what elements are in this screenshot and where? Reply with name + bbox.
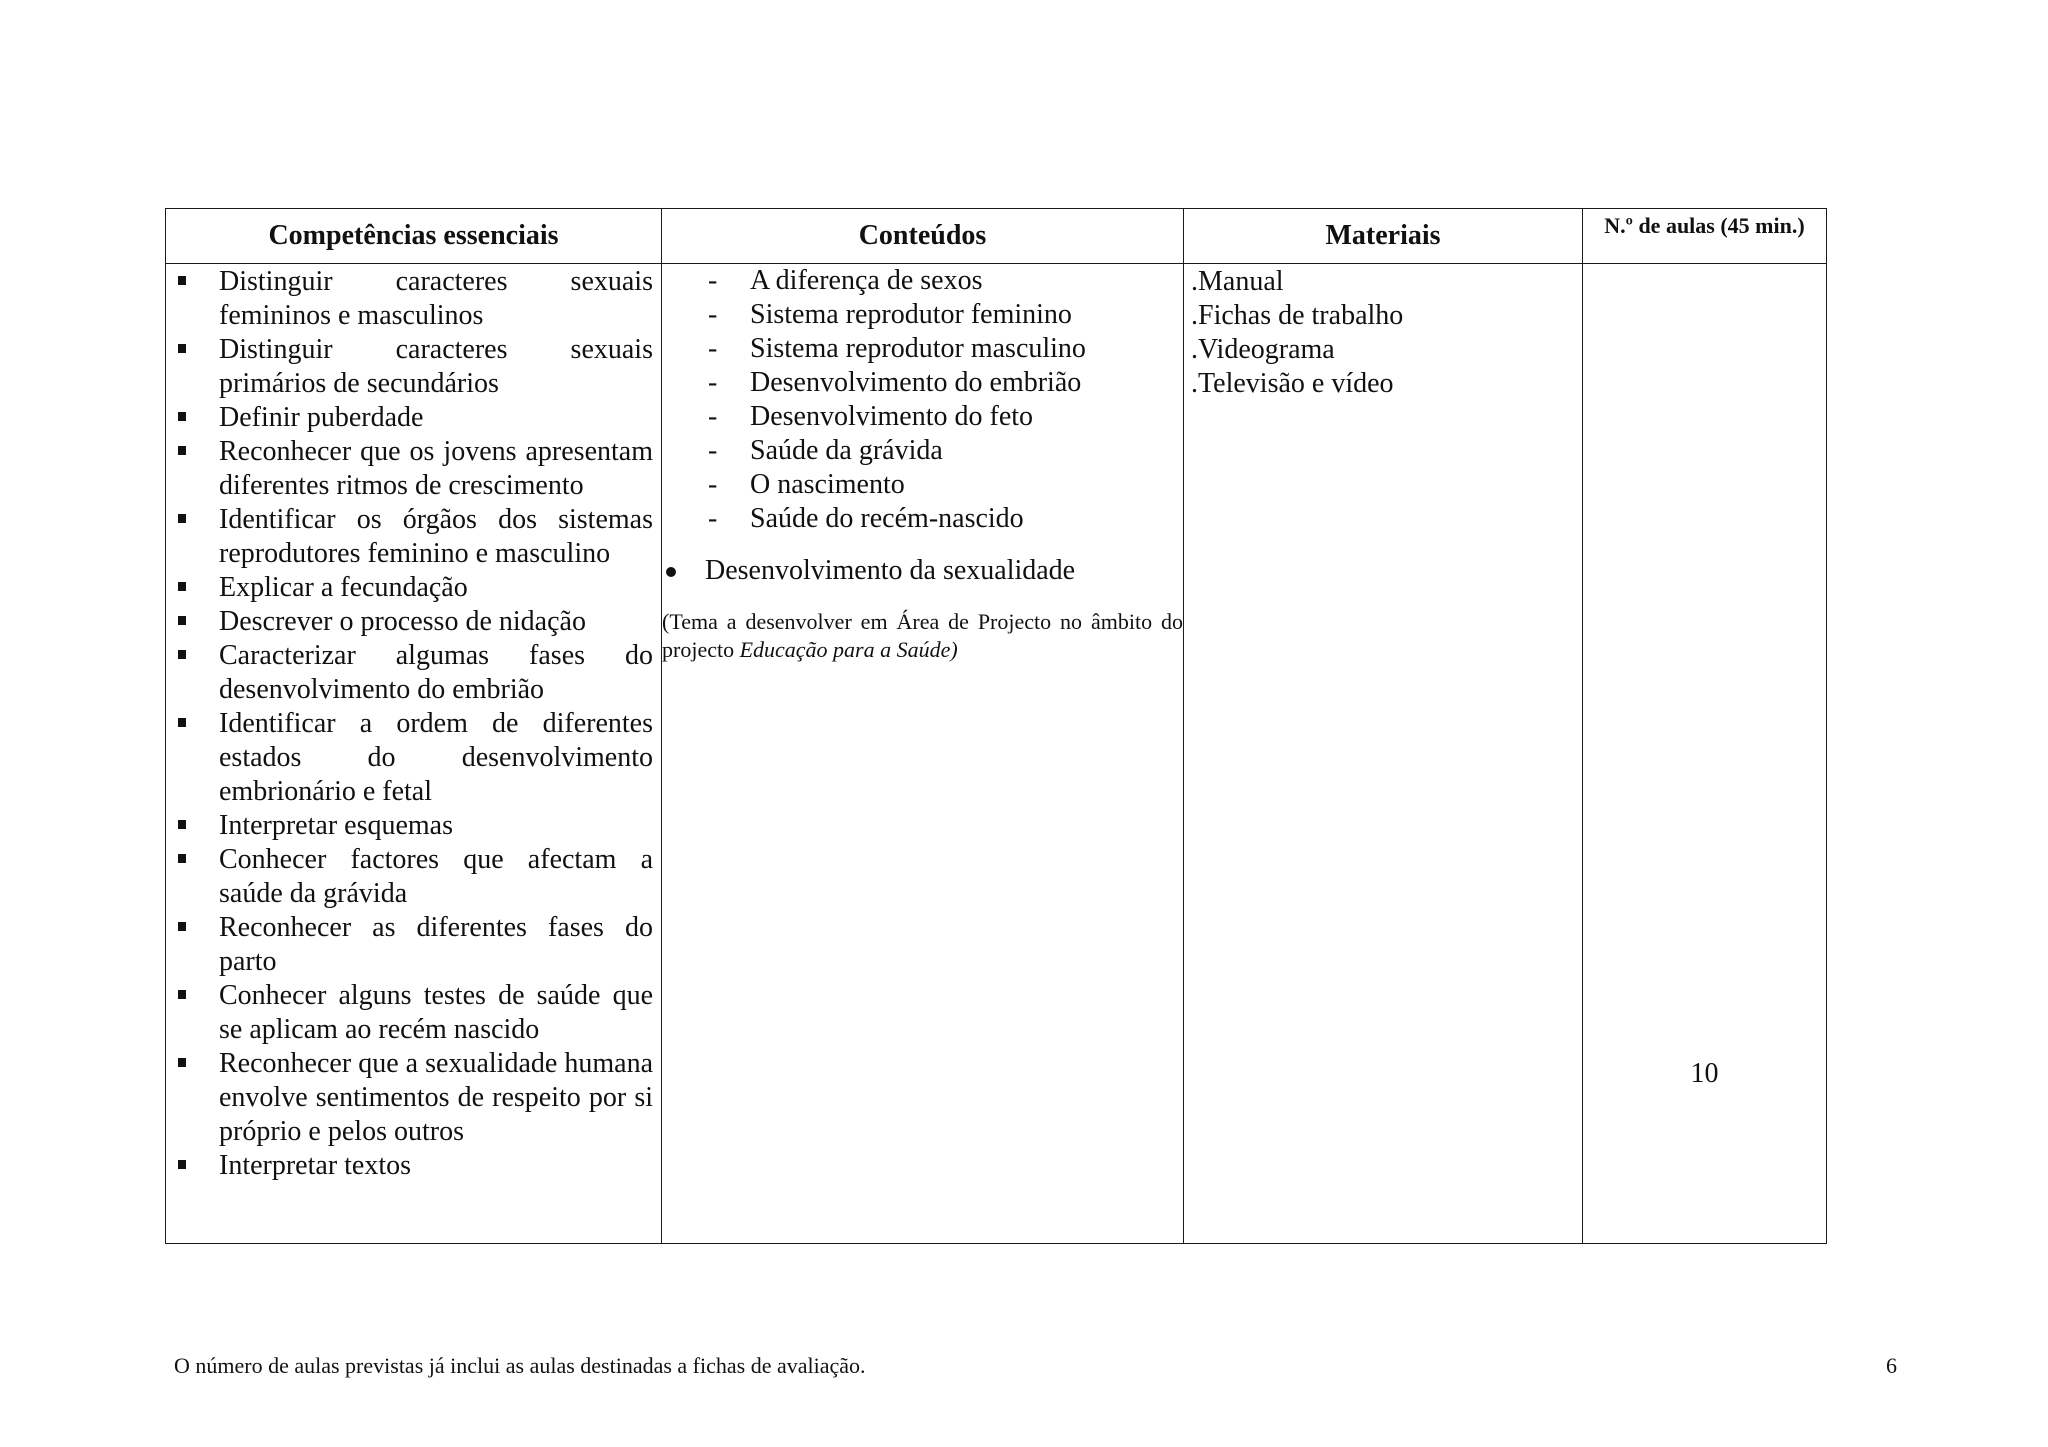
square-bullet-icon xyxy=(178,650,186,659)
content-text: A diferença de sexos xyxy=(750,265,983,296)
square-bullet-icon xyxy=(178,990,186,999)
table-row xyxy=(166,264,1827,1244)
dash-bullet: - xyxy=(708,333,718,364)
list-item xyxy=(166,265,653,333)
content-text: Desenvolvimento do feto xyxy=(750,401,1034,432)
list-item xyxy=(166,809,653,843)
list-item xyxy=(166,435,653,503)
page-number: 6 xyxy=(1886,1353,1897,1378)
content-text: Sistema reprodutor feminino xyxy=(750,299,1072,330)
competence-text: Conhecer factores que afectam a saúde da grávida xyxy=(219,844,653,909)
dash-bullet: - xyxy=(708,503,718,534)
list-item xyxy=(662,332,1183,366)
list-item xyxy=(166,639,653,707)
competence-text: Conhecer alguns testes de saúde que se aplicam ao recém nascido xyxy=(219,980,653,1045)
square-bullet-icon xyxy=(178,412,186,421)
list-item xyxy=(166,911,653,979)
competence-text: Reconhecer as diferentes fases do parto xyxy=(219,912,653,977)
table-header-row xyxy=(166,209,1827,264)
competence-text: Identificar a ordem de diferentes estados do desenvolvimento embrionário e fetal xyxy=(219,708,653,807)
competence-text: Distinguir caracteres sexuais femininos e masculinos xyxy=(219,266,653,331)
competences-list xyxy=(166,264,661,1183)
square-bullet-icon xyxy=(178,582,186,591)
square-bullet-icon xyxy=(178,616,186,625)
square-bullet-icon xyxy=(178,514,186,523)
note-project-name: Educação para a Saúde) xyxy=(739,637,958,662)
round-bullet-icon xyxy=(666,567,676,577)
contents-list xyxy=(662,264,1183,536)
list-item xyxy=(662,468,1183,502)
competences-cell xyxy=(166,264,662,1244)
square-bullet-icon xyxy=(178,1160,186,1169)
list-item xyxy=(166,979,653,1047)
list-item xyxy=(166,401,653,435)
dash-bullet: - xyxy=(708,435,718,466)
header-contents: Conteúdos xyxy=(662,209,1184,264)
list-item xyxy=(166,1149,653,1183)
square-bullet-icon xyxy=(178,344,186,353)
lessons-count: 10 xyxy=(1690,1058,1719,1089)
list-item xyxy=(662,264,1183,298)
competence-text: Distinguir caracteres sexuais primários de secundários xyxy=(219,334,653,399)
square-bullet-icon xyxy=(178,276,186,285)
square-bullet-icon xyxy=(178,1058,186,1067)
dash-bullet: - xyxy=(708,367,718,398)
materials-list xyxy=(1184,264,1582,401)
dash-bullet: - xyxy=(708,401,718,432)
material-item: .Fichas de trabalho xyxy=(1191,300,1404,331)
project-note xyxy=(662,608,1183,664)
list-item xyxy=(662,502,1183,536)
competence-text: Interpretar textos xyxy=(219,1150,412,1181)
lessons-cell xyxy=(1583,264,1827,1244)
list-item xyxy=(166,333,653,401)
competence-text: Reconhecer que os jovens apresentam diferentes ritmos de crescimento xyxy=(219,436,653,501)
list-item xyxy=(166,571,653,605)
competence-text: Reconhecer que a sexualidade humana envolve sentimentos de respeito por si próprio e pelos outros xyxy=(219,1048,653,1147)
competence-text: Interpretar esquemas xyxy=(219,810,453,841)
topic-text: Desenvolvimento da sexualidade xyxy=(705,555,1076,586)
dash-bullet: - xyxy=(708,469,718,500)
material-item: .Manual xyxy=(1191,266,1284,297)
contents-cell xyxy=(662,264,1184,1244)
header-materials: Materiais xyxy=(1184,209,1583,264)
competence-text: Identificar os órgãos dos sistemas reprodutores feminino e masculino xyxy=(219,504,653,569)
content-text: Saúde do recém-nascido xyxy=(750,503,1024,534)
square-bullet-icon xyxy=(178,854,186,863)
lesson-plan-table xyxy=(165,208,1827,1244)
material-item: .Televisão e vídeo xyxy=(1191,368,1394,399)
content-text: Desenvolvimento do embrião xyxy=(750,367,1082,398)
list-item xyxy=(166,503,653,571)
footer-note: O número de aulas previstas já inclui as aulas destinadas a fichas de avaliação. xyxy=(174,1353,866,1378)
list-item xyxy=(166,843,653,911)
square-bullet-icon xyxy=(178,820,186,829)
dash-bullet: - xyxy=(708,299,718,330)
competence-text: Caracterizar algumas fases do desenvolvimento do embrião xyxy=(219,640,653,705)
competence-text: Definir puberdade xyxy=(219,402,424,433)
competence-text: Explicar a fecundação xyxy=(219,572,468,603)
list-item xyxy=(166,707,653,809)
list-item xyxy=(166,1047,653,1149)
note-text: (Tema a desenvolver em Área de Projecto no âmbito do projecto xyxy=(662,609,1183,662)
materials-cell xyxy=(1184,264,1583,1244)
list-item xyxy=(662,400,1183,434)
content-text: Saúde da grávida xyxy=(750,435,943,466)
square-bullet-icon xyxy=(178,922,186,931)
competence-text: Descrever o processo de nidação xyxy=(219,606,586,637)
list-item xyxy=(662,298,1183,332)
sexuality-topic xyxy=(662,554,1183,588)
list-item xyxy=(662,366,1183,400)
header-lessons: N.º de aulas (45 min.) xyxy=(1583,209,1827,264)
square-bullet-icon xyxy=(178,718,186,727)
content-text: O nascimento xyxy=(750,469,905,500)
material-item: .Videograma xyxy=(1191,334,1335,365)
list-item xyxy=(662,434,1183,468)
dash-bullet: - xyxy=(708,265,718,296)
list-item xyxy=(166,605,653,639)
content-text: Sistema reprodutor masculino xyxy=(750,333,1086,364)
square-bullet-icon xyxy=(178,446,186,455)
header-competences: Competências essenciais xyxy=(166,209,662,264)
